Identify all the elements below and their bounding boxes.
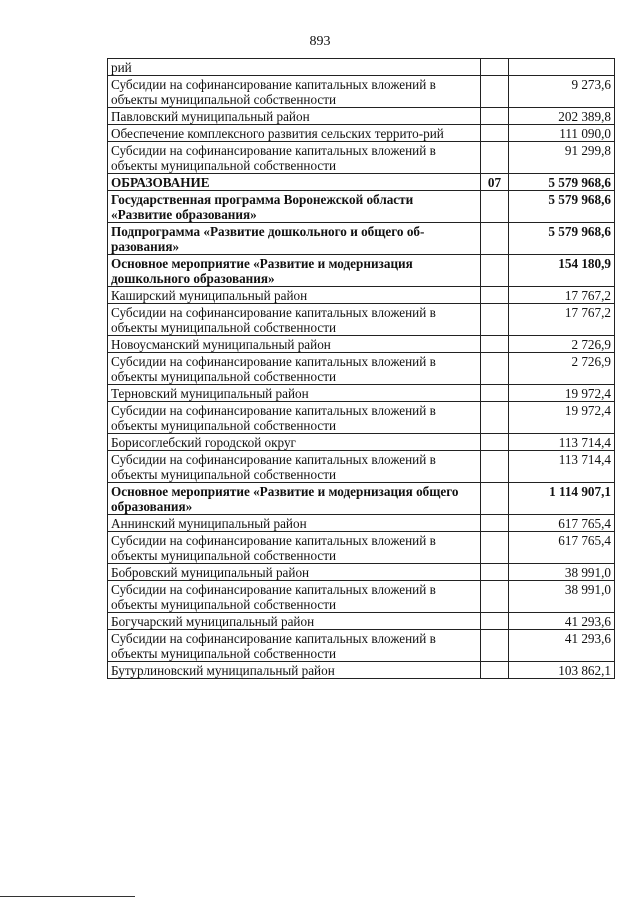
row-code-cell — [481, 191, 509, 223]
row-code-cell — [481, 532, 509, 564]
row-name-cell: Аннинский муниципальный район — [108, 515, 481, 532]
footnote-separator — [0, 896, 135, 897]
table-row — [108, 304, 615, 336]
table-row — [108, 451, 615, 483]
table-row — [108, 564, 615, 581]
row-code-cell — [481, 76, 509, 108]
row-amount-cell: 103 862,1 — [509, 662, 615, 679]
row-code-cell — [481, 223, 509, 255]
table-row — [108, 125, 615, 142]
row-amount-cell: 91 299,8 — [509, 142, 615, 174]
row-name-cell: Подпрограмма «Развитие дошкольного и общего об-разования» — [108, 223, 481, 255]
table-row — [108, 532, 615, 564]
row-name-cell: Субсидии на софинансирование капитальных вложений в объекты муниципальной собственности — [108, 76, 481, 108]
row-name-cell: Субсидии на софинансирование капитальных вложений в объекты муниципальной собственности — [108, 304, 481, 336]
table-row — [108, 142, 615, 174]
row-name-cell: Богучарский муниципальный район — [108, 613, 481, 630]
row-code-cell — [481, 402, 509, 434]
table-row — [108, 385, 615, 402]
row-name-cell: Обеспечение комплексного развития сельских террито-рий — [108, 125, 481, 142]
table-row — [108, 515, 615, 532]
row-amount-cell: 2 726,9 — [509, 353, 615, 385]
row-amount-cell: 113 714,4 — [509, 451, 615, 483]
row-amount-cell: 17 767,2 — [509, 287, 615, 304]
row-amount-cell: 1 114 907,1 — [509, 483, 615, 515]
row-code-cell — [481, 287, 509, 304]
row-code-cell — [481, 59, 509, 76]
row-amount-cell: 9 273,6 — [509, 76, 615, 108]
row-code-cell — [481, 662, 509, 679]
table-row — [108, 434, 615, 451]
row-amount-cell: 113 714,4 — [509, 434, 615, 451]
row-amount-cell: 617 765,4 — [509, 532, 615, 564]
row-code-cell — [481, 564, 509, 581]
row-amount-cell: 2 726,9 — [509, 336, 615, 353]
row-amount-cell: 617 765,4 — [509, 515, 615, 532]
row-amount-cell: 38 991,0 — [509, 581, 615, 613]
row-name-cell: Новоусманский муниципальный район — [108, 336, 481, 353]
table-row — [108, 108, 615, 125]
row-amount-cell: 41 293,6 — [509, 613, 615, 630]
row-name-cell: Каширский муниципальный район — [108, 287, 481, 304]
row-amount-cell: 202 389,8 — [509, 108, 615, 125]
row-code-cell — [481, 142, 509, 174]
row-code-cell — [481, 515, 509, 532]
row-code-cell — [481, 451, 509, 483]
row-name-cell: Субсидии на софинансирование капитальных вложений в объекты муниципальной собственности — [108, 142, 481, 174]
row-name-cell: Основное мероприятие «Развитие и модернизация общего образования» — [108, 483, 481, 515]
table-row — [108, 630, 615, 662]
row-code-cell — [481, 630, 509, 662]
row-amount-cell: 111 090,0 — [509, 125, 615, 142]
row-code-cell — [481, 255, 509, 287]
row-name-cell: Субсидии на софинансирование капитальных вложений в объекты муниципальной собственности — [108, 532, 481, 564]
page-number: 893 — [309, 34, 331, 49]
table-row — [108, 613, 615, 630]
table-row — [108, 662, 615, 679]
row-amount-cell: 17 767,2 — [509, 304, 615, 336]
row-code-cell — [481, 304, 509, 336]
table-row — [108, 483, 615, 515]
table-row — [108, 581, 615, 613]
row-name-cell: Субсидии на софинансирование капитальных вложений в объекты муниципальной собственности — [108, 353, 481, 385]
budget-table-body — [108, 59, 615, 679]
table-row — [108, 255, 615, 287]
row-amount-cell: 38 991,0 — [509, 564, 615, 581]
row-code-cell — [481, 613, 509, 630]
table-row — [108, 223, 615, 255]
row-name-cell: Субсидии на софинансирование капитальных вложений в объекты муниципальной собственности — [108, 402, 481, 434]
row-name-cell: Павловский муниципальный район — [108, 108, 481, 125]
table-row — [108, 336, 615, 353]
row-code-cell — [481, 581, 509, 613]
row-code-cell — [481, 108, 509, 125]
row-name-cell: Основное мероприятие «Развитие и модернизация дошкольного образования» — [108, 255, 481, 287]
row-code-cell — [481, 483, 509, 515]
row-name-cell: ОБРАЗОВАНИЕ — [108, 174, 481, 191]
row-amount-cell: 19 972,4 — [509, 402, 615, 434]
row-amount-cell — [509, 59, 615, 76]
row-name-cell: Государственная программа Воронежской области «Развитие образования» — [108, 191, 481, 223]
row-name-cell: Бутурлиновский муниципальный район — [108, 662, 481, 679]
table-row — [108, 191, 615, 223]
table-row — [108, 402, 615, 434]
table-row — [108, 174, 615, 191]
row-code-cell — [481, 125, 509, 142]
row-amount-cell: 5 579 968,6 — [509, 223, 615, 255]
table-row — [108, 59, 615, 76]
row-code-cell — [481, 385, 509, 402]
table-row — [108, 353, 615, 385]
row-name-cell: Бобровский муниципальный район — [108, 564, 481, 581]
row-name-cell: Терновский муниципальный район — [108, 385, 481, 402]
row-code-cell — [481, 336, 509, 353]
budget-table — [107, 58, 615, 679]
row-code-cell — [481, 434, 509, 451]
row-amount-cell: 41 293,6 — [509, 630, 615, 662]
row-code-cell — [481, 353, 509, 385]
row-name-cell: рий — [108, 59, 481, 76]
row-name-cell: Борисоглебский городской округ — [108, 434, 481, 451]
row-name-cell: Субсидии на софинансирование капитальных вложений в объекты муниципальной собственности — [108, 581, 481, 613]
row-amount-cell: 154 180,9 — [509, 255, 615, 287]
row-name-cell: Субсидии на софинансирование капитальных вложений в объекты муниципальной собственности — [108, 630, 481, 662]
row-name-cell: Субсидии на софинансирование капитальных вложений в объекты муниципальной собственности — [108, 451, 481, 483]
row-amount-cell: 5 579 968,6 — [509, 174, 615, 191]
row-amount-cell: 5 579 968,6 — [509, 191, 615, 223]
table-row — [108, 287, 615, 304]
row-code-cell: 07 — [481, 174, 509, 191]
row-amount-cell: 19 972,4 — [509, 385, 615, 402]
table-row — [108, 76, 615, 108]
